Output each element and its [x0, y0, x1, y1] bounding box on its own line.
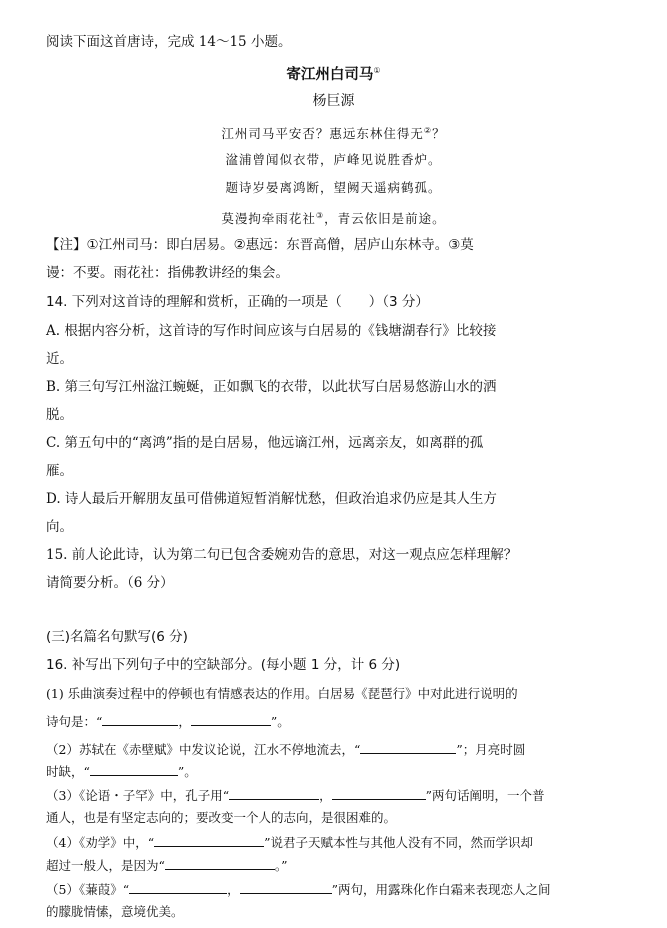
item-text: ”；月亮时圆 — [456, 742, 526, 757]
answer-blank[interactable] — [229, 786, 319, 800]
answer-blank[interactable] — [129, 880, 227, 894]
answer-blank[interactable] — [102, 712, 178, 726]
item-text: 时缺，“ — [46, 764, 90, 779]
poem-line-3 — [0, 179, 667, 197]
question-14-stem: 14. 下列对这首诗的理解和赏析，正确的一项是（ ）（3 分） — [46, 294, 429, 310]
option-b-line-2: 脱。 — [46, 407, 73, 423]
reading-instruction: 阅读下面这首唐诗，完成 14～15 小题。 — [46, 34, 292, 50]
answer-blank[interactable] — [154, 833, 264, 847]
option-a-line-1: A. 根据内容分析，这首诗的写作时间应该与白居易的《钱塘湖春行》比较接 — [46, 323, 497, 339]
poem-notes-line-2: 谩：不要。雨花社：指佛教讲经的集会。 — [46, 265, 289, 281]
answer-blank[interactable] — [165, 856, 275, 870]
item-5-line-2: 的朦胧情愫，意境优美。 — [46, 904, 184, 919]
option-c-line-2: 雁。 — [46, 463, 73, 479]
answer-blank[interactable] — [360, 740, 456, 754]
answer-blank[interactable] — [191, 712, 271, 726]
poem-line-text: 题诗岁晏离鸿断，望阙天遥病鹤孤。 — [225, 180, 442, 195]
option-d-line-2: 向。 — [46, 519, 73, 535]
option-b-line-1: B. 第三句写江州湓江蜿蜒，正如飘飞的衣带，以此状写白居易悠游山水的洒 — [46, 379, 497, 395]
item-1-line-1: (1) 乐曲演奏过程中的停顿也有情感表达的作用。白居易《琵琶行》中对此进行说明的 — [46, 686, 518, 701]
poem-line-4 — [0, 207, 667, 228]
item-2-line-1 — [46, 740, 646, 759]
poem-line-text: 江州司马平安否？惠远东林住得无 — [221, 126, 424, 142]
footnote-mark: ③ — [315, 211, 325, 220]
poem-line-1 — [0, 122, 667, 143]
item-text: ”。 — [177, 764, 197, 779]
item-text: 。” — [274, 858, 288, 873]
poem-notes-line-1: 【注】①江州司马：即白居易。②惠远：东晋高僧，居庐山东林寺。③莫 — [46, 237, 474, 253]
poem-line-text: 湓浦曾闻似衣带，庐峰见说胜香炉。 — [225, 152, 442, 167]
question-15-line-2: 请简要分析。（6 分） — [46, 575, 174, 591]
item-3-line-2: 通人，也是有坚定志向的；要改变一个人的志向，是很困难的。 — [46, 810, 397, 825]
option-a-line-2: 近。 — [46, 351, 73, 367]
item-text: 超过一般人，是因为“ — [46, 858, 165, 873]
poem-author: 杨巨源 — [312, 93, 355, 109]
poem-title-footnote-mark: ① — [373, 66, 381, 75]
item-1-line-2 — [46, 712, 646, 731]
poem-line-2 — [0, 151, 667, 169]
answer-blank[interactable] — [240, 880, 332, 894]
item-text: ”说君子天赋本性与其他人没有不同，然而学识却 — [264, 835, 533, 850]
item-3-line-1 — [46, 786, 646, 805]
item-text: （3）《论语・子罕》中，孔子用“ — [46, 788, 230, 803]
poem-title-text: 寄江州白司马 — [286, 66, 374, 83]
answer-blank[interactable] — [332, 786, 426, 800]
item-text: （5）《蒹葭》“ — [46, 882, 130, 897]
item-4-line-2 — [46, 856, 646, 875]
item-5-line-1 — [46, 880, 646, 899]
section-3-heading: (三)名篇名句默写(6 分) — [46, 629, 188, 645]
poem-line-tail: ？ — [432, 126, 446, 142]
item-4-line-1 — [46, 833, 646, 852]
item-2-line-2 — [46, 762, 646, 781]
footnote-mark: ② — [423, 126, 433, 135]
option-c-line-1: C. 第五句中的“离鸿”指的是白居易，他远谪江州，远离亲友，如离群的孤 — [46, 435, 484, 451]
item-text: ”两句，用露珠化作白霜来表现恋人之间 — [331, 882, 551, 897]
question-15-line-1: 15. 前人论此诗，认为第二句已包含委婉劝告的意思，对这一观点应怎样理解？ — [46, 547, 518, 563]
poem-title — [0, 62, 667, 84]
option-d-line-1: D. 诗人最后开解朋友虽可借佛道短暂消解忧愁，但政治追求仍应是其人生方 — [46, 491, 497, 507]
answer-blank[interactable] — [90, 762, 178, 776]
item-text: （4）《劝学》中，“ — [46, 835, 155, 850]
poem-line-tail: ，青云依旧是前途。 — [324, 211, 446, 227]
item-text: 诗句是：“ — [46, 714, 103, 729]
item-text: ”两句话阐明，一个普 — [425, 788, 545, 803]
question-16-stem: 16. 补写出下列句子中的空缺部分。(每小题 1 分，计 6 分) — [46, 657, 401, 673]
item-text: ， — [319, 788, 332, 803]
item-text: ， — [178, 714, 191, 729]
item-text: （2）苏轼在《赤壁赋》中发议论说，江水不停地流去，“ — [46, 742, 361, 757]
item-text: ”。 — [270, 714, 290, 729]
poem-line-text: 莫漫拘牵雨花社 — [221, 211, 316, 227]
item-text: ， — [227, 882, 240, 897]
